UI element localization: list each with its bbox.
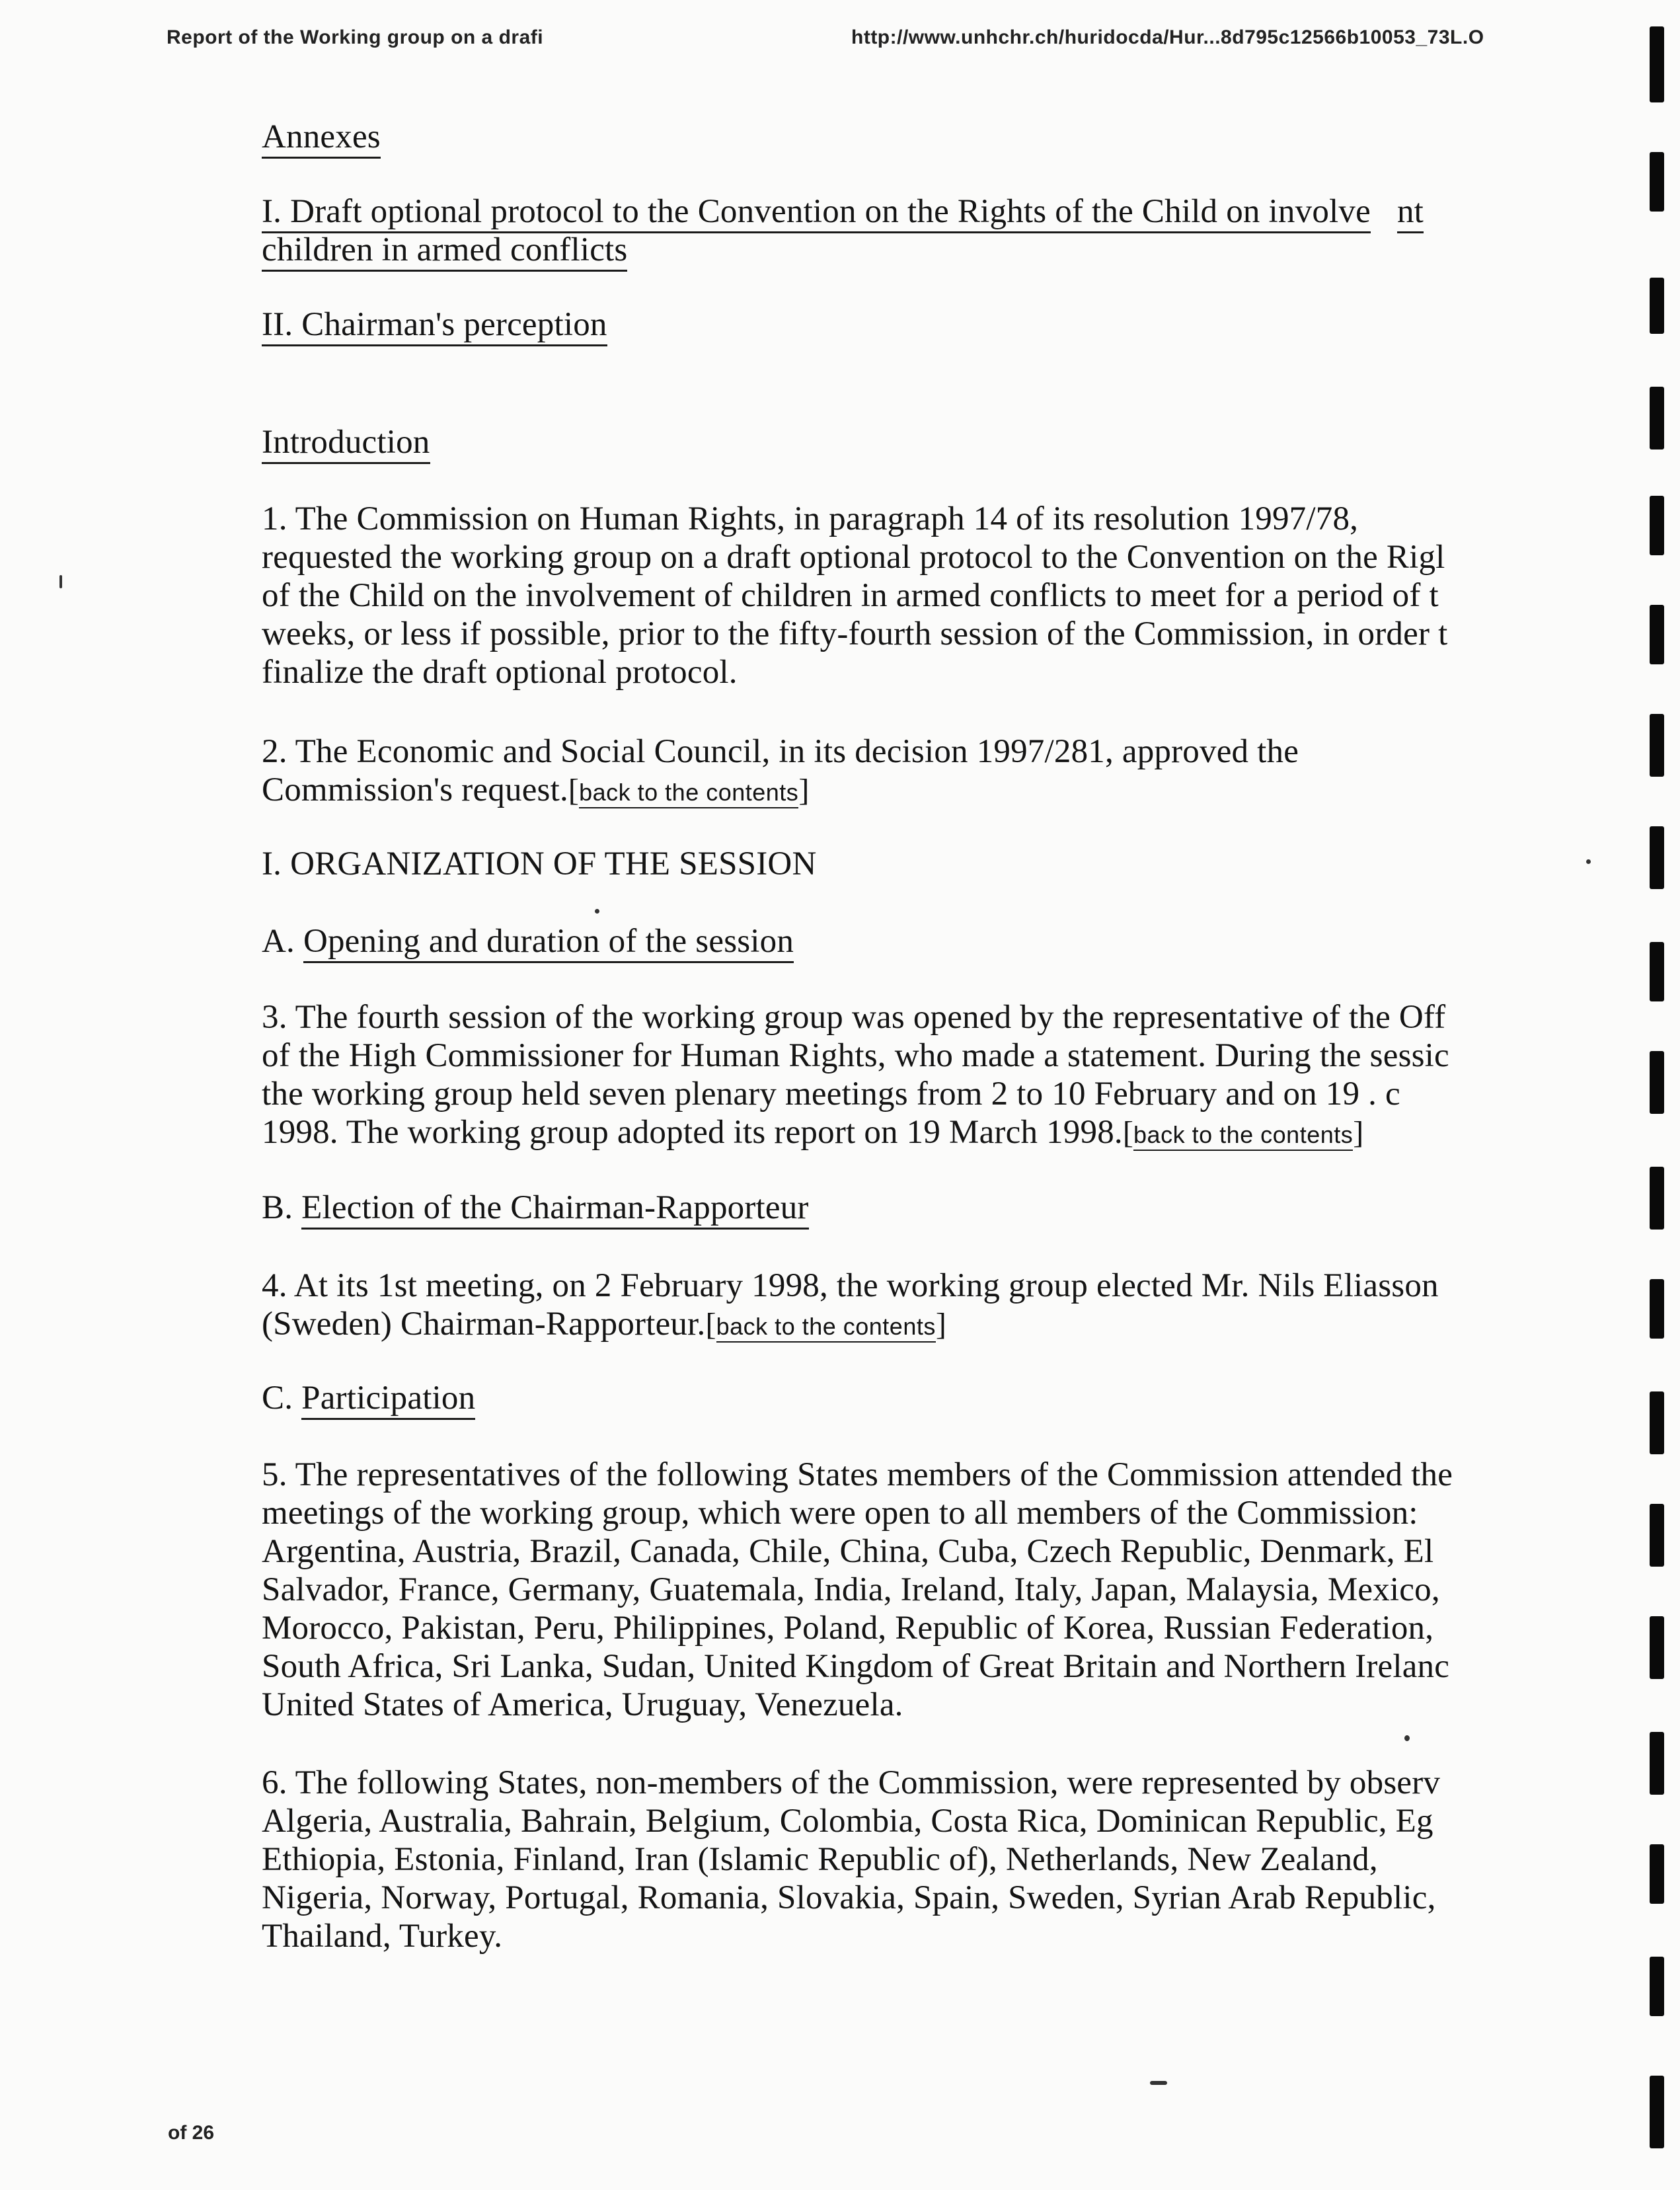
paragraph-line: meetings of the working group, which were open to all members of the Commission: [262,1495,1418,1532]
subsection-b-heading: B. Election of the Chairman-Rapporteur [262,1189,1636,1227]
paragraph-line: Salvador, France, Germany, Guatemala, India, Ireland, Italy, Japan, Malaysia, Mexico, [262,1571,1440,1608]
binder-mark [1650,152,1664,212]
annex-item-1-link[interactable]: I. Draft optional protocol to the Convention on the Rights of the Child on involve nt [262,192,1636,231]
paragraph-line: 5. The representatives of the following States members of the Commission attended the [262,1456,1453,1493]
paragraph-line: South Africa, Sri Lanka, Sudan, United Kingdom of Great Britain and Northern Irelanc [262,1648,1450,1685]
binder-mark [1650,1616,1664,1679]
paragraph-line: Nigeria, Norway, Portugal, Romania, Slovakia, Spain, Sweden, Syrian Arab Republic, [262,1879,1436,1916]
paragraph-line: requested the working group on a draft optional protocol to the Convention on the Rigl [262,539,1445,576]
page-counter: of 26 [168,2122,215,2144]
binder-mark [1650,1167,1664,1230]
binder-mark [1650,387,1664,450]
paragraph-line: of the Child on the involvement of children in armed conflicts to meet for a period of t [262,577,1439,614]
paragraph-line: (Sweden) Chairman-Rapporteur.[back to the contents] [262,1306,947,1343]
paragraph-line: United States of America, Uruguay, Venezuela. [262,1686,903,1723]
subsection-c-heading: C. Participation [262,1379,1636,1417]
paragraph-line: 3. The fourth session of the working group was opened by the representative of the Off [262,999,1446,1036]
paragraph-5 [262,1456,1636,1724]
paragraph-line: weeks, or less if possible, prior to the fifty-fourth session of the Commission, in order t [262,615,1448,652]
scan-speck [1404,1735,1410,1741]
header-document-title: Report of the Working group on a drafi [167,26,544,48]
paragraph-line: 2. The Economic and Social Council, in its decision 1997/281, approved the [262,733,1299,770]
paragraph-line: the working group held seven plenary meetings from 2 to 10 February and on 19 . c [262,1075,1400,1113]
binder-mark [1650,278,1664,334]
header-url: http://www.unhchr.ch/huridocda/Hur...8d795c12566b10053_73L.O [851,26,1484,48]
paragraph-line: Algeria, Australia, Bahrain, Belgium, Colombia, Costa Rica, Dominican Republic, Eg [262,1803,1433,1840]
scan-speck [59,575,62,588]
paragraph-line: Thailand, Turkey. [262,1918,503,1955]
binder-mark [1650,1391,1664,1454]
paragraph-line: Morocco, Pakistan, Peru, Philippines, Poland, Republic of Korea, Russian Federation, [262,1610,1434,1647]
paragraph-line: Commission's request.[back to the contents] [262,771,810,808]
paragraph-line: 4. At its 1st meeting, on 2 February 1998, the working group elected Mr. Nils Eliasson [262,1267,1439,1304]
paragraph-line: Argentina, Austria, Brazil, Canada, Chile, China, Cuba, Czech Republic, Denmark, El [262,1533,1434,1570]
paragraph-line: finalize the draft optional protocol. [262,654,738,691]
binder-mark [1650,26,1664,102]
paragraph-line: 1. The Commission on Human Rights, in paragraph 14 of its resolution 1997/78, [262,500,1359,537]
back-to-contents-link[interactable]: back to the contents [579,779,798,808]
binder-mark [1650,1051,1664,1114]
binder-mark [1650,1279,1664,1339]
binder-mark [1650,1504,1664,1567]
annexes-heading: Annexes [262,118,1636,156]
binder-mark [1650,826,1664,889]
paragraph-3 [262,998,1636,1154]
binder-mark [1650,496,1664,555]
annex-item-1-link-cont[interactable]: children in armed conflicts [262,231,1636,269]
binder-mark [1650,714,1664,777]
paragraph-line: 6. The following States, non-members of the Commission, were represented by observ [262,1764,1441,1801]
binder-mark [1650,1957,1664,2016]
binder-mark [1650,1844,1664,1904]
binder-mark [1650,2076,1664,2148]
paragraph-6 [262,1764,1636,1955]
paragraph-line: 1998. The working group adopted its report on 19 March 1998.[back to the contents] [262,1114,1364,1151]
paragraph-line: of the High Commissioner for Human Rights, who made a statement. During the sessic [262,1037,1449,1074]
scan-speck [1586,859,1591,864]
binder-mark [1650,1732,1664,1795]
scan-speck [1150,2081,1167,2085]
binder-mark [1650,942,1664,1001]
paragraph-1 [262,500,1636,691]
back-to-contents-link[interactable]: back to the contents [1133,1121,1353,1151]
paragraph-line: Ethiopia, Estonia, Finland, Iran (Islamic Republic of), Netherlands, New Zealand, [262,1841,1378,1878]
binder-mark [1650,605,1664,664]
subsection-a-heading: A. Opening and duration of the session [262,922,1636,960]
scan-speck [595,909,599,914]
annex-item-2-link[interactable]: II. Chairman's perception [262,305,1636,344]
introduction-heading: Introduction [262,423,1636,461]
paragraph-4 [262,1267,1636,1346]
paragraph-2 [262,732,1636,812]
back-to-contents-link[interactable]: back to the contents [716,1313,936,1343]
section-1-heading: I. ORGANIZATION OF THE SESSION [262,845,817,882]
